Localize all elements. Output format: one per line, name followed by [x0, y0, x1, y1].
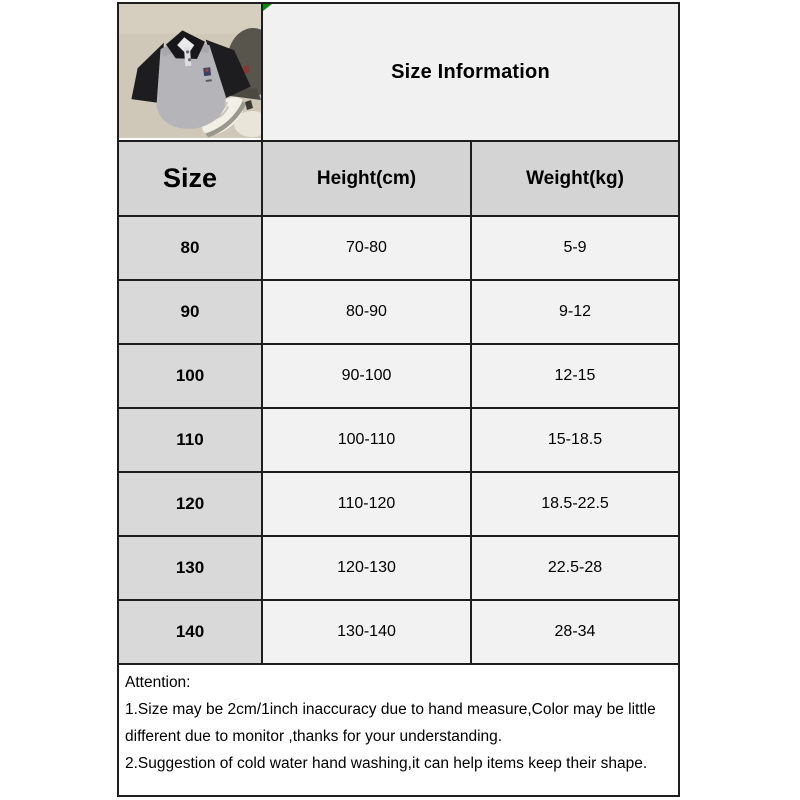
height-cell: 100-110 — [263, 409, 472, 471]
size-chart-sheet — [117, 2, 680, 797]
table-row — [119, 409, 678, 473]
column-header-size: Size — [119, 142, 263, 215]
size-information-header — [263, 4, 678, 140]
weight-cell: 12-15 — [472, 345, 678, 407]
page-title: Size Information — [391, 60, 550, 83]
table-row — [119, 537, 678, 601]
table-header-row — [119, 142, 678, 217]
height-cell: 90-100 — [263, 345, 472, 407]
size-cell: 80 — [119, 217, 263, 279]
product-photo — [119, 4, 263, 140]
weight-cell: 5-9 — [472, 217, 678, 279]
size-cell: 100 — [119, 345, 263, 407]
height-cell: 80-90 — [263, 281, 472, 343]
attention-line: different due to monitor ,thanks for your understanding. — [125, 728, 503, 745]
top-band — [119, 4, 678, 142]
weight-cell: 9-12 — [472, 281, 678, 343]
size-cell: 110 — [119, 409, 263, 471]
table-row — [119, 601, 678, 665]
height-cell: 130-140 — [263, 601, 472, 663]
attention-line: 1.Size may be 2cm/1inch inaccuracy due to hand measure,Color may be little — [125, 701, 656, 718]
table-row — [119, 345, 678, 409]
column-header-height: Height(cm) — [263, 142, 472, 215]
size-cell: 90 — [119, 281, 263, 343]
table-row — [119, 473, 678, 537]
cell-corner-marker-icon — [263, 4, 272, 11]
table-row — [119, 217, 678, 281]
weight-cell: 28-34 — [472, 601, 678, 663]
attention-note — [119, 665, 678, 795]
weight-cell: 22.5-28 — [472, 537, 678, 599]
size-cell: 120 — [119, 473, 263, 535]
product-photo-illustration — [119, 4, 261, 138]
column-header-weight: Weight(kg) — [472, 142, 678, 215]
size-cell: 140 — [119, 601, 263, 663]
height-cell: 110-120 — [263, 473, 472, 535]
attention-line: 2.Suggestion of cold water hand washing,it can help items keep their shape. — [125, 755, 648, 772]
height-cell: 120-130 — [263, 537, 472, 599]
weight-cell: 15-18.5 — [472, 409, 678, 471]
table-row — [119, 281, 678, 345]
size-cell: 130 — [119, 537, 263, 599]
weight-cell: 18.5-22.5 — [472, 473, 678, 535]
height-cell: 70-80 — [263, 217, 472, 279]
attention-line: Attention: — [125, 674, 191, 691]
